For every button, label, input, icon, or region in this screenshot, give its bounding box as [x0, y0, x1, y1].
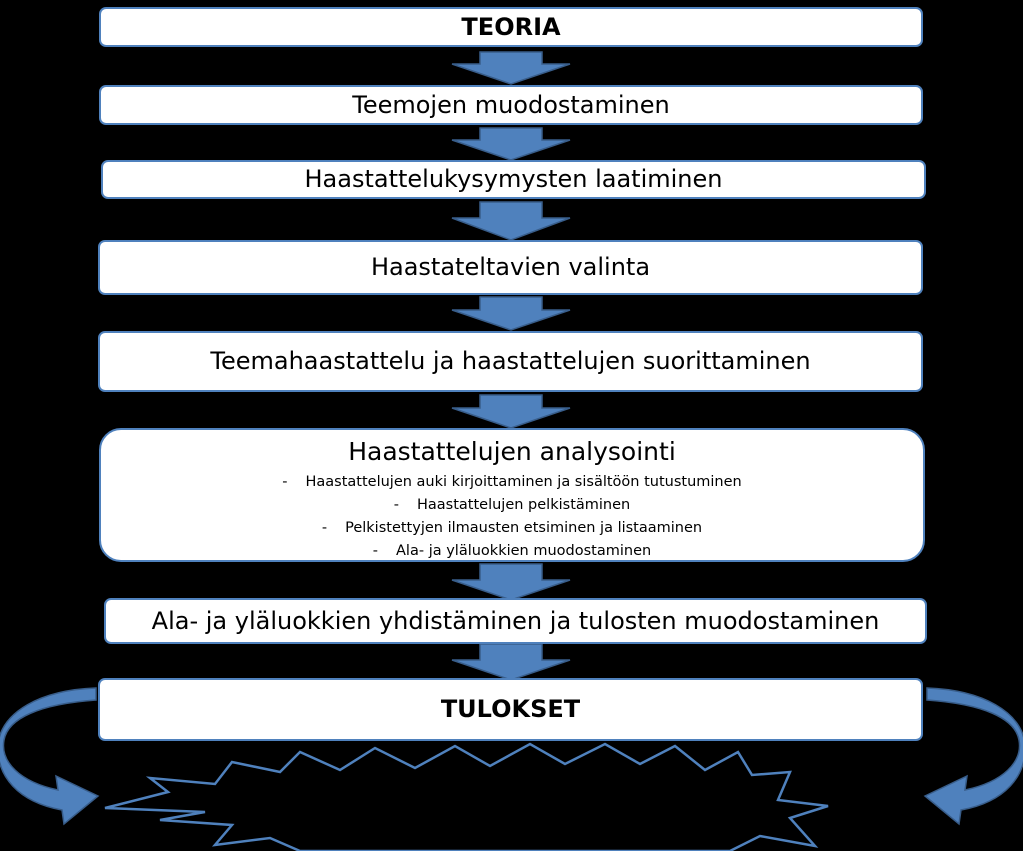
down-arrow-4-icon	[452, 297, 570, 330]
analysis-bullet-item: - Pelkistettyjen ilmausten etsiminen ja listaaminen	[282, 517, 741, 540]
step-label: TULOKSET	[440, 695, 581, 724]
down-arrow-7-icon	[452, 644, 570, 680]
curved-arrow-right-icon	[925, 688, 1023, 824]
step-label: Ala- ja yläluokkien yhdistäminen ja tulosten muodostaminen	[151, 606, 880, 635]
step-interviews	[98, 331, 923, 392]
step-selection	[98, 240, 923, 295]
analysis-bullet-item: - Haastattelujen auki kirjoittaminen ja sisältöön tutustuminen	[282, 471, 741, 494]
step-label: Haastateltavien valinta	[370, 253, 651, 282]
step-results	[98, 678, 923, 741]
step-themes	[99, 85, 923, 125]
step-label: Haastattelujen analysointi	[348, 437, 676, 466]
down-arrow-5-icon	[452, 395, 570, 428]
down-arrow-1-icon	[452, 52, 570, 84]
step-label: TEORIA	[461, 12, 561, 41]
down-arrow-6-icon	[452, 564, 570, 600]
step-analysis	[99, 428, 925, 562]
down-arrow-2-icon	[452, 128, 570, 160]
step-label: Teemojen muodostaminen	[352, 90, 670, 119]
step-teoria	[99, 7, 923, 47]
analysis-bullet-item: - Haastattelujen pelkistäminen	[282, 494, 741, 517]
curved-arrow-left-icon	[0, 688, 98, 824]
starburst-shape	[105, 744, 828, 851]
step-label: Haastattelukysymysten laatiminen	[304, 165, 723, 194]
step-combining	[104, 598, 927, 644]
step-questions	[101, 160, 926, 199]
down-arrow-3-icon	[452, 202, 570, 240]
analysis-bullet-list	[282, 471, 741, 563]
analysis-bullet-item: - Ala- ja yläluokkien muodostaminen	[282, 540, 741, 563]
step-label: Teemahaastattelu ja haastattelujen suorittaminen	[210, 347, 811, 376]
